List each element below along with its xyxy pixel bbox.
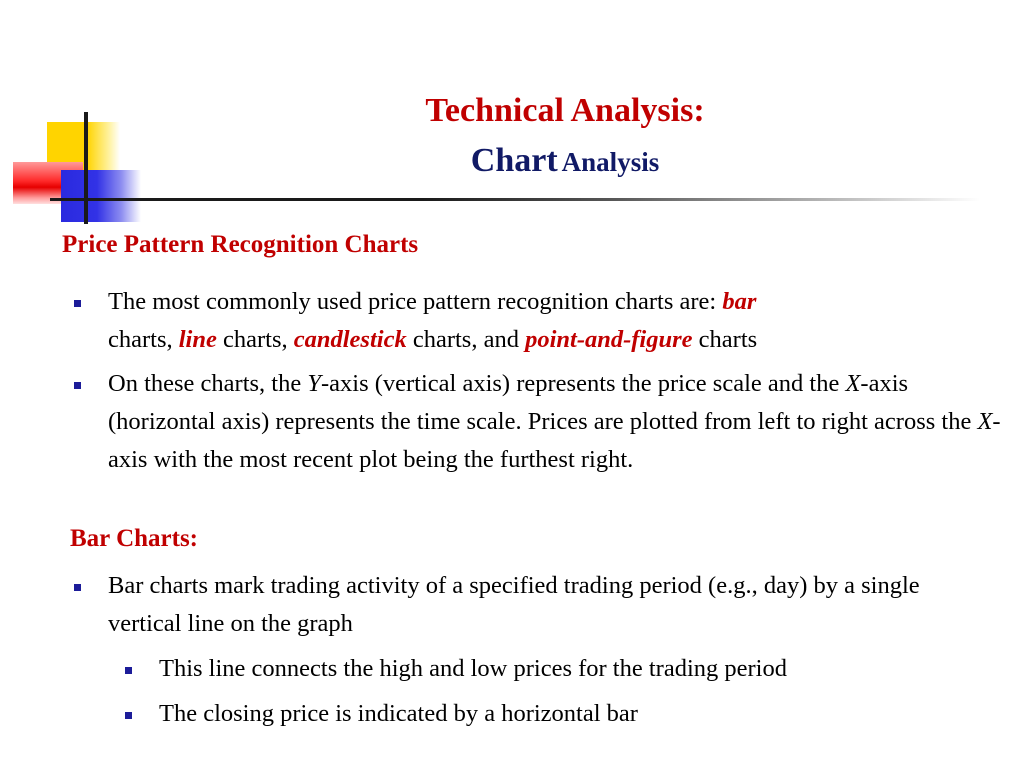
title-word-chart: Chart [470, 142, 558, 179]
axis-x-label: X [845, 370, 861, 397]
bullet-text: This line connects the high and low prices for the trading period [159, 655, 787, 682]
bullet-text: charts, [216, 326, 294, 353]
term-point-and-figure: point-and-figure [525, 326, 693, 353]
bullet-text: Bar charts mark trading activity of a specified trading period (e.g., day) by a single vertical line on the graph [108, 572, 920, 637]
axis-x-label: X [977, 408, 993, 435]
bullet-square-icon [74, 382, 81, 389]
bullet-text: On these charts, the [108, 370, 308, 397]
term-bar: bar [722, 288, 757, 315]
bullet-axes [108, 365, 1008, 479]
bullet-text: charts, [108, 326, 179, 353]
vertical-line-decoration [84, 112, 88, 224]
section-heading-price-pattern: Price Pattern Recognition Charts [62, 231, 419, 258]
term-candlestick: candlestick [293, 326, 407, 353]
bullet-text: charts, and [406, 326, 526, 353]
term-line: line [178, 326, 217, 353]
bullet-text: -axis (vertical axis) represents the price scale and the [320, 370, 846, 397]
blue-square-decoration [61, 170, 141, 222]
bullet-square-icon [74, 300, 81, 307]
bullet-square-icon [125, 712, 132, 719]
bullet-bar-charts [108, 567, 968, 643]
slide-title-line1: Technical Analysis: [425, 92, 705, 129]
sub-bullet-closing-price [159, 695, 999, 733]
bullet-chart-types [108, 283, 968, 359]
axis-y-label: Y [307, 370, 321, 397]
title-word-analysis: Analysis [561, 147, 660, 177]
sub-bullet-high-low [159, 650, 999, 688]
bullet-square-icon [125, 667, 132, 674]
section-heading-bar-charts: Bar Charts: [70, 525, 199, 552]
bullet-text: The closing price is indicated by a horizontal bar [159, 700, 638, 727]
bullet-text: -axis (horizontal axis) represents the time scale. Prices are plotted from left to right across the [108, 370, 978, 435]
bullet-text: The most commonly used price pattern recognition charts are: [108, 288, 723, 315]
bullet-text: -axis with the most recent plot being the furthest right. [108, 408, 1001, 473]
bullet-text: charts [692, 326, 758, 353]
slide-title-line2 [330, 142, 800, 180]
bullet-square-icon [74, 584, 81, 591]
title-underline [50, 198, 980, 201]
